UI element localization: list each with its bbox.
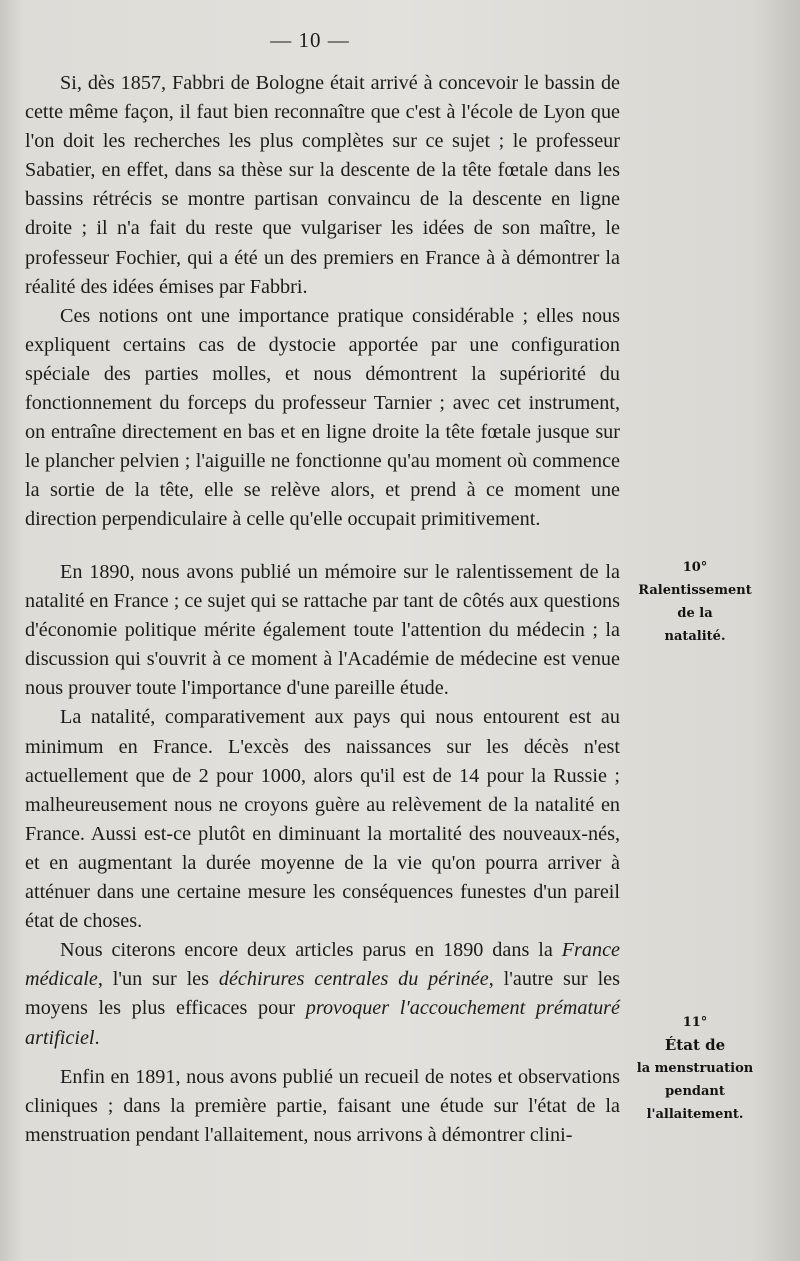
- paragraph-recueil-1891: Enfin en 1891, nous avons publié un recueil de notes et observations cliniques ; dans la première partie, faisant une étude sur l'état de la menstruation pendant l'allaitement, nous arrivons à démontrer clini-: [25, 1066, 620, 1147]
- margin-note-line: de la: [677, 606, 713, 621]
- margin-note-line: État de: [664, 1036, 726, 1054]
- margin-note-number: 11°: [682, 1015, 708, 1030]
- citation-text: .: [94, 1026, 100, 1049]
- margin-note-line: Ralentissement: [638, 583, 752, 598]
- margin-note-line: natalité.: [664, 629, 726, 644]
- margin-note-line: pendant: [665, 1084, 725, 1099]
- text-block-menstruation: [25, 1063, 620, 1150]
- paragraph-memoire-1890: En 1890, nous avons publié un mémoire sur le ralentissement de la natalité en France ; ce sujet qui se rattache par tant de côtés aux questions d'économie politique mérite également toute l'attention du médecin ; la discussion qui s'ouvrit à ce moment à l'Académie de médecine est venue nous prouver toute l'importance d'une pareille étude.: [25, 561, 620, 700]
- text-block-forceps: [25, 69, 620, 535]
- margin-note-number: 10°: [682, 560, 708, 575]
- margin-note-line: l'allaitement.: [646, 1107, 744, 1122]
- citation-text: , l'autre sur les moyens les plus efficaces pour: [25, 968, 621, 1020]
- citation-text: Nous citerons encore deux articles parus en 1890 dans la: [60, 939, 562, 962]
- margin-note-menstruation: [630, 1011, 760, 1126]
- paragraph-fabbri: Si, dès 1857, Fabbri de Bologne était arrivé à concevoir le bassin de cette même façon, il faut bien reconnaître que c'est à l'école de Lyon que l'on doit les recherches les plus complètes sur ce sujet ; le professeur Sabatier, en effet, dans sa thèse sur la descente de la tête fœtale dans les bassins rétrécis se montre partisan convaincu de la descente en ligne droite ; il n'a fait du reste que vulgariser les idées de son maître, le professeur Fochier, qui a été un des premiers en France à à démontrer la réalité des idées émises par Fabbri.: [25, 72, 620, 298]
- paragraph-articles: [25, 936, 620, 1052]
- margin-note-ralentissement: [630, 556, 760, 648]
- paragraph-notions: Ces notions ont une importance pratique considérable ; elles nous expliquent certains cas de dystocie apportée par une configuration spéciale des parties molles, et nous démontrent la supériorité du fonctionnement du forceps du professeur Tarnier ; avec cet instrument, on entraîne directement en bas et en ligne droite la tête fœtale jusque sur le plancher pelvien ; l'aiguille ne fonctionne qu'au moment où commence la sortie de la tête, elle se relève alors, et prend à ce moment une direction perpendiculaire à celle qu'elle occupait primitivement.: [25, 304, 620, 531]
- paragraph-natalite: La natalité, comparativement aux pays qui nous entourent est au minimum en France. L'excès des naissances sur les décès n'est actuellement que de 2 pour 1000, alors qu'il est de 14 pour la Russie ; malheureusement nous ne croyons guère au relèvement de la natalité en France. Aussi est-ce plutôt en diminuant la mortalité des nouveaux-nés, et en augmentant la durée moyenne de la vie qu'on pourra arriver à atténuer dans une certaine mesure les conséquences funestes d'un pareil état de choses.: [25, 706, 620, 933]
- citation-journal: France médicale: [25, 939, 620, 991]
- citation-article-title: provoquer l'accouchement prématuré artificiel: [25, 997, 620, 1049]
- citation-article-title: déchirures centrales du périnée: [218, 968, 489, 991]
- page-number: — 10 —: [270, 28, 350, 52]
- margin-note-line: la menstruation: [636, 1061, 754, 1076]
- text-block-natalite: [25, 558, 620, 1053]
- citation-text: , l'un sur les: [97, 968, 219, 991]
